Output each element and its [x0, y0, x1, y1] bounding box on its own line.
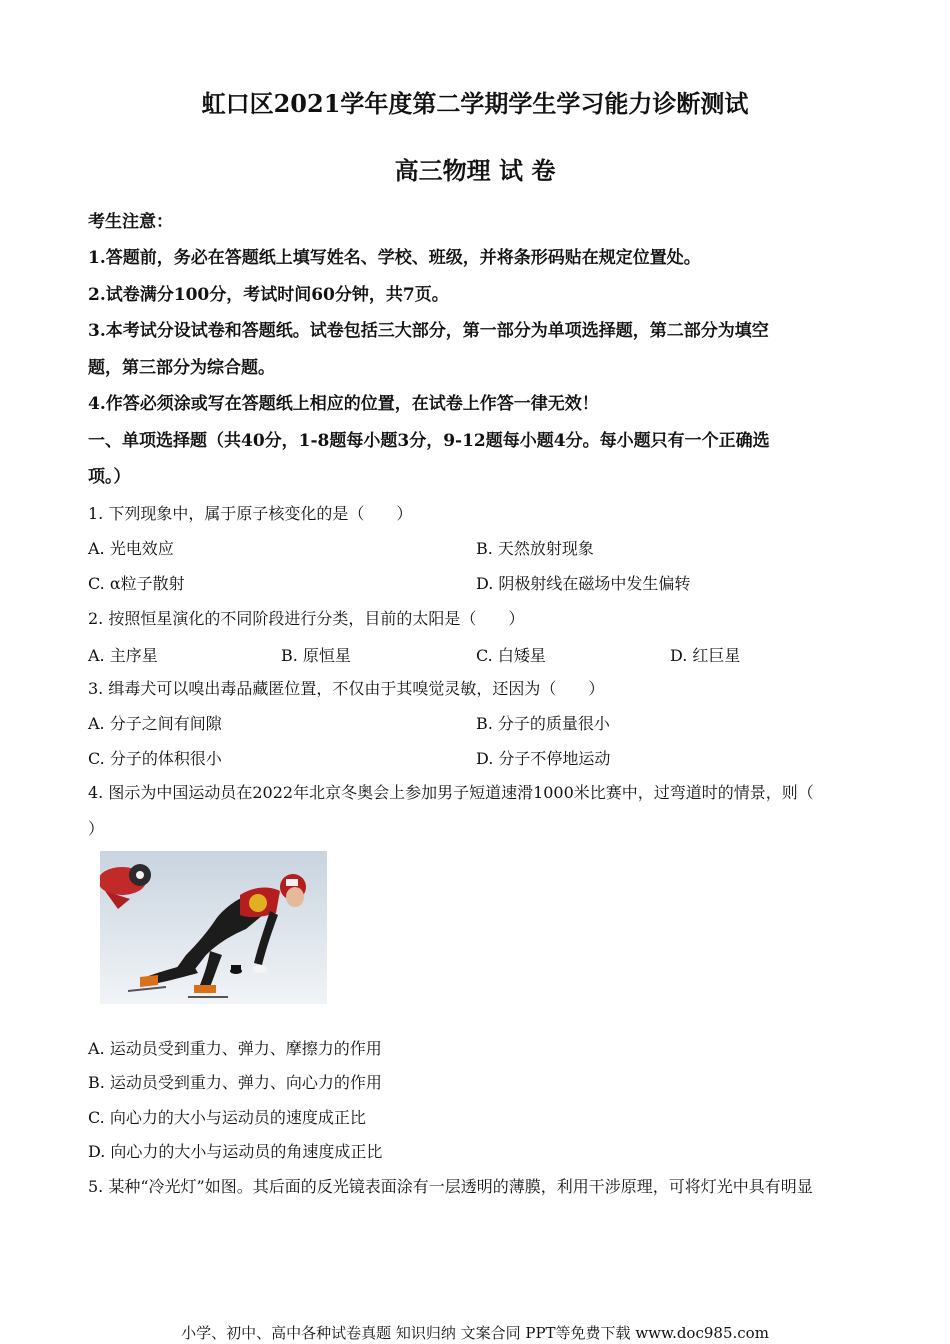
question-2-option-a: A. 主序星 [88, 646, 158, 665]
question-1-option-d: D. 阴极射线在磁场中发生偏转 [476, 574, 691, 593]
notice-item: 题，第三部分为综合题。 [88, 358, 275, 378]
question-2-option-d: D. 红巨星 [670, 646, 741, 665]
skater-illustration [100, 851, 327, 1004]
question-1-option-c: C. α粒子散射 [88, 574, 185, 593]
notice-heading: 考生注意： [88, 212, 173, 232]
notice-item: 2.试卷满分100分，考试时间60分钟，共7页。 [88, 285, 449, 305]
question-4-option-b: B. 运动员受到重力、弹力、向心力的作用 [88, 1073, 382, 1092]
question-1-stem: 1. 下列现象中，属于原子核变化的是（ ） [88, 504, 413, 523]
question-4-stem: 4. 图示为中国运动员在2022年北京冬奥会上参加男子短道速滑1000米比赛中，过弯道时的情景，则（ [88, 783, 814, 802]
question-3-option-c: C. 分子的体积很小 [88, 749, 222, 768]
question-3-stem: 3. 缉毒犬可以嗅出毒品藏匿位置，不仅由于其嗅觉灵敏，还因为（ ） [88, 679, 605, 698]
question-5-stem: 5. 某种“冷光灯”如图。其后面的反光镜表面涂有一层透明的薄膜，利用干涉原理，可将灯光中具有明显 [88, 1177, 813, 1196]
notice-item: 1.答题前，务必在答题纸上填写姓名、学校、班级，并将条形码贴在规定位置处。 [88, 248, 701, 268]
notice-item: 4.作答必须涂或写在答题纸上相应的位置，在试卷上作答一律无效！ [88, 394, 599, 414]
question-3-option-a: A. 分子之间有间隙 [88, 714, 222, 733]
page-footer: 小学、初中、高中各种试卷真题 知识归纳 文案合同 PPT等免费下载 www.doc985.com [181, 1324, 769, 1342]
speed-skating-photo [100, 851, 327, 1004]
section-heading: 一、单项选择题（共40分，1-8题每小题3分，9-12题每小题4分。每小题只有一个正确选 [88, 431, 770, 451]
question-4-option-d: D. 向心力的大小与运动员的角速度成正比 [88, 1142, 383, 1161]
question-2-stem: 2. 按照恒星演化的不同阶段进行分类，目前的太阳是（ ） [88, 609, 525, 628]
question-2-option-c: C. 白矮星 [476, 646, 546, 665]
exam-subtitle: 高三物理 试 卷 [394, 156, 556, 185]
section-heading-cont: 项。） [88, 467, 131, 487]
question-3-option-b: B. 分子的质量很小 [476, 714, 610, 733]
notice-item: 3.本考试分设试卷和答题纸。试卷包括三大部分，第一部分为单项选择题，第二部分为填空 [88, 321, 769, 341]
exam-title: 虹口区2021学年度第二学期学生学习能力诊断测试 [201, 89, 749, 118]
question-4-option-a: A. 运动员受到重力、弹力、摩擦力的作用 [88, 1039, 382, 1058]
question-2-option-b: B. 原恒星 [281, 646, 351, 665]
question-4-stem-cont: ） [88, 819, 105, 838]
question-1-option-a: A. 光电效应 [88, 539, 174, 558]
question-4-option-c: C. 向心力的大小与运动员的速度成正比 [88, 1108, 366, 1127]
question-3-option-d: D. 分子不停地运动 [476, 749, 611, 768]
question-1-option-b: B. 天然放射现象 [476, 539, 594, 558]
